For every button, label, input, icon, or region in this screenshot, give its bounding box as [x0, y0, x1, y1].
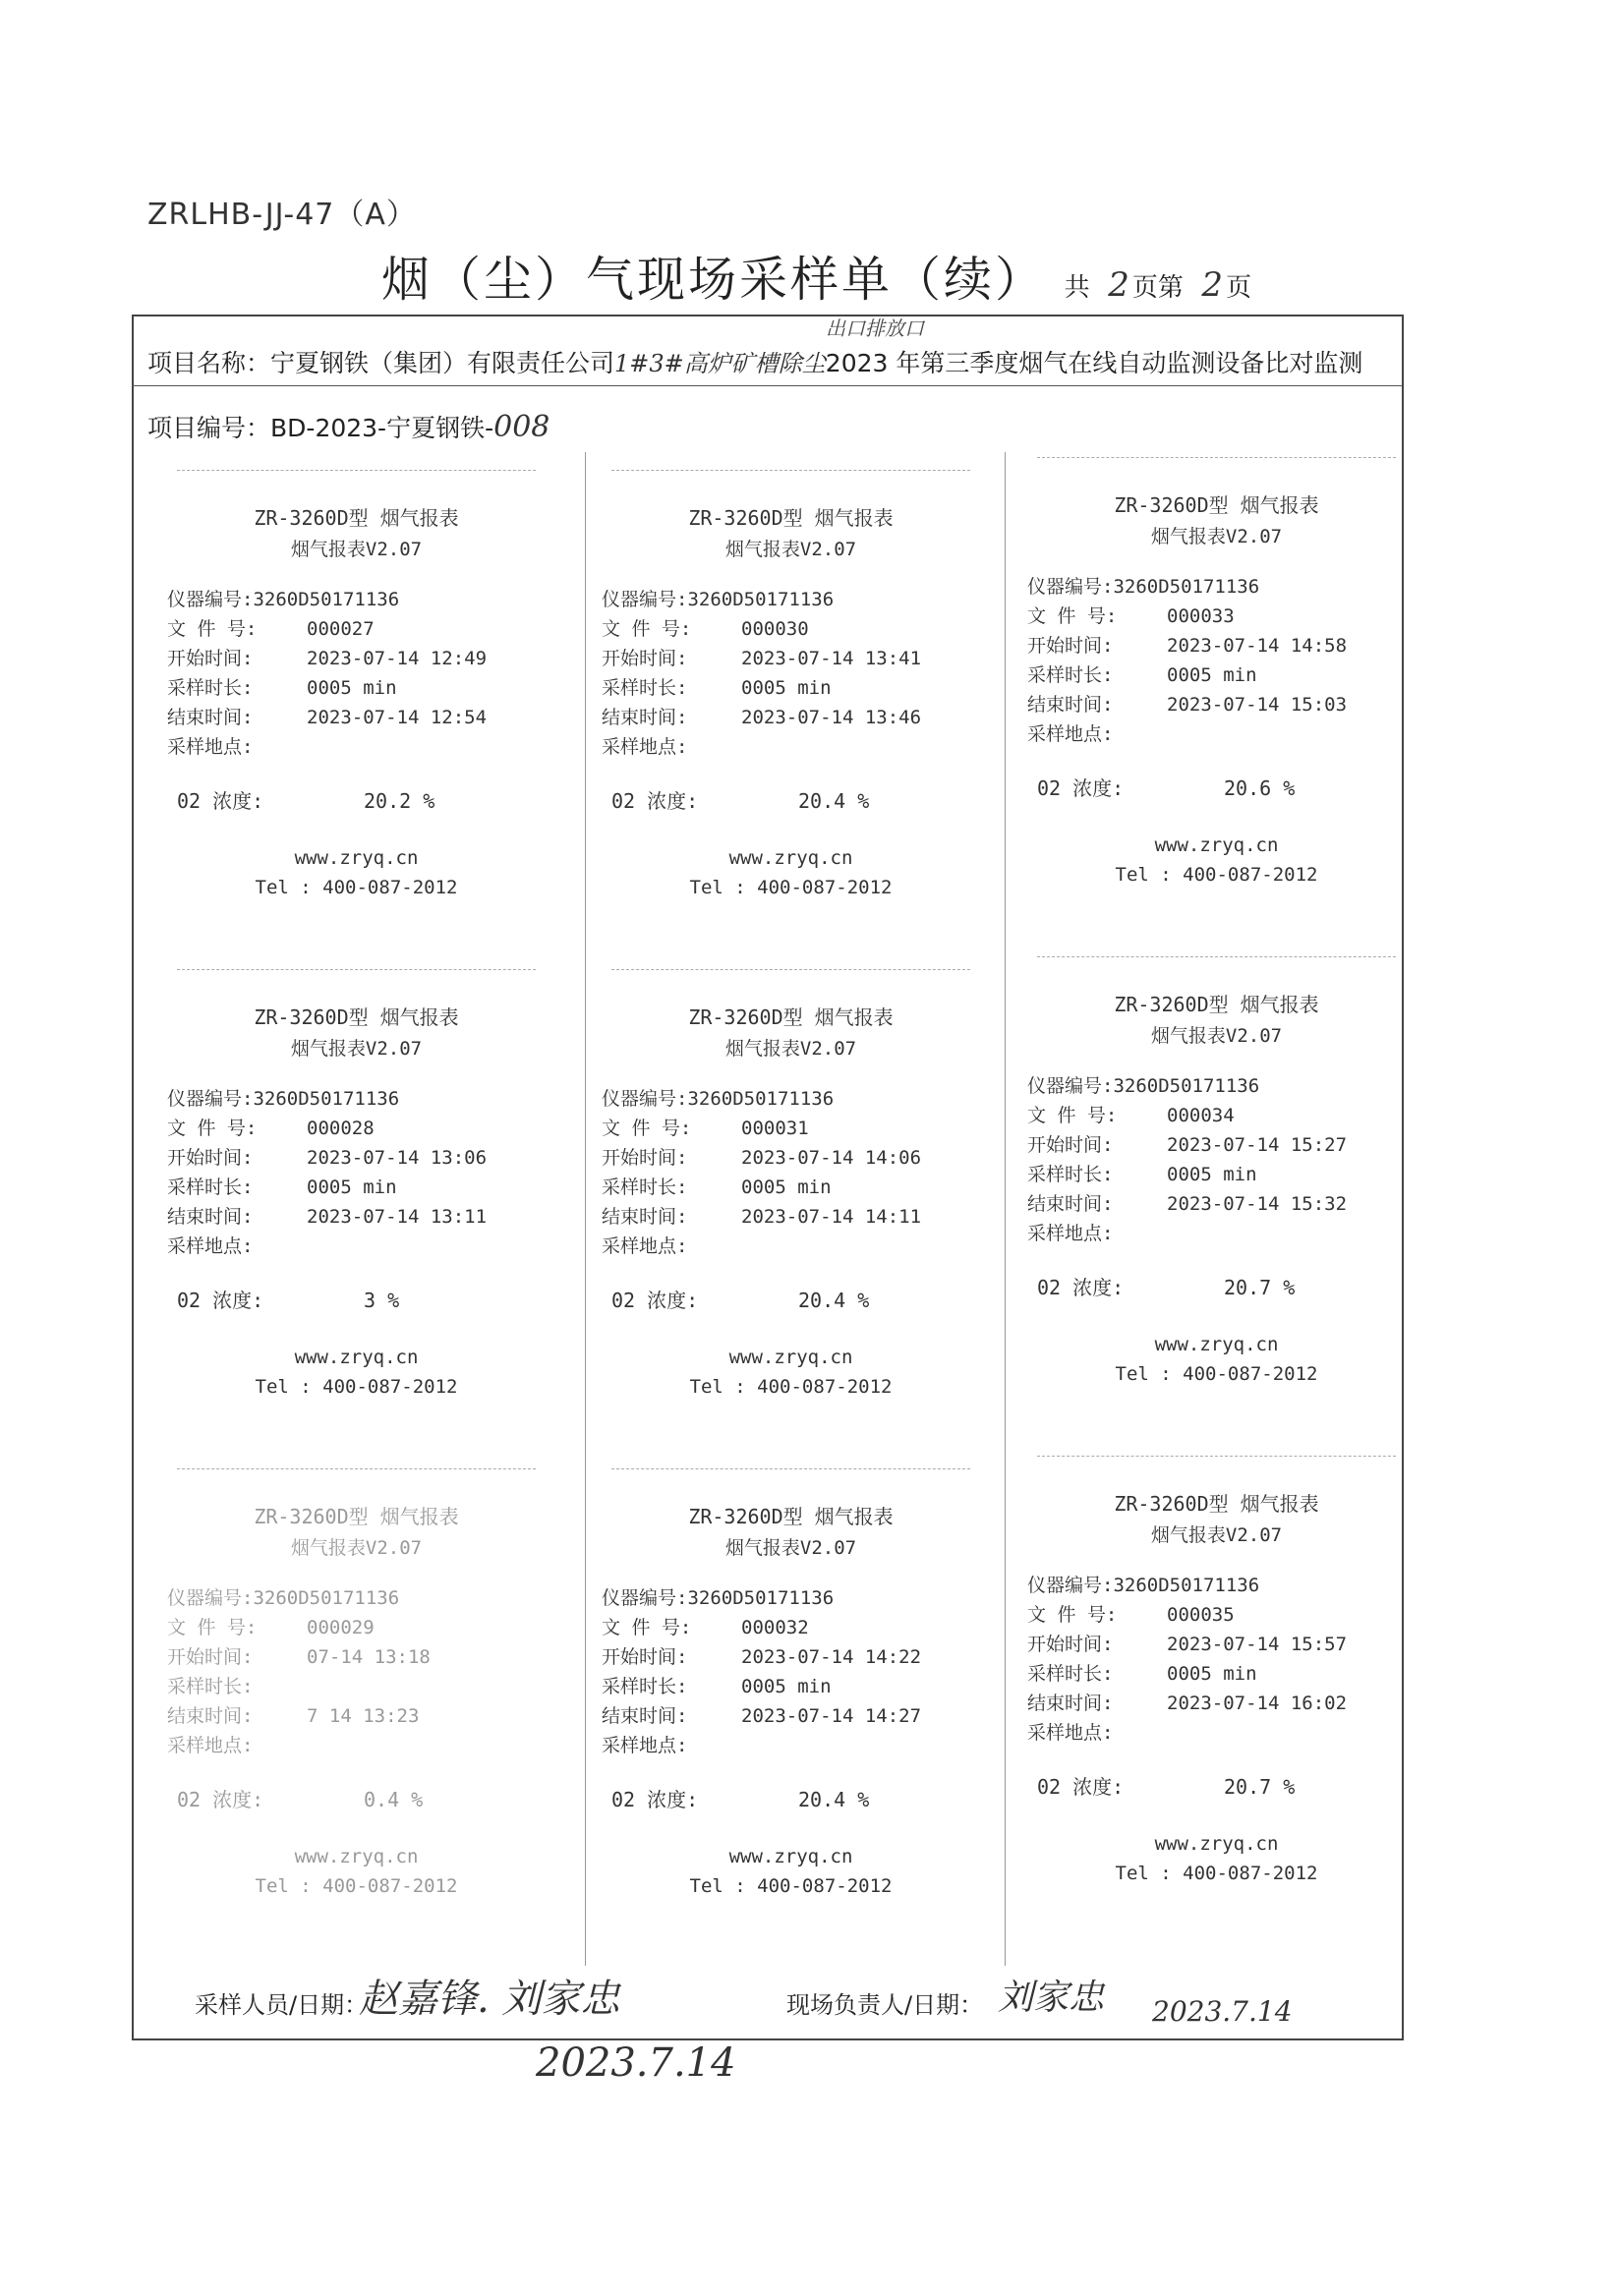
- receipt-file-label: 文 件 号:: [602, 618, 692, 640]
- project-code-row: [147, 409, 550, 444]
- receipt-duration-label: 采样时长:: [602, 677, 688, 699]
- receipt-instrument-row: [1027, 572, 1406, 602]
- receipt-start-row: [1027, 1130, 1406, 1160]
- responsible-label: 现场负责人/日期：: [786, 1991, 984, 2019]
- receipt-end-row: [602, 1202, 980, 1232]
- receipt-file-value: 000028: [307, 1118, 375, 1139]
- receipt-tear-line: [611, 969, 970, 984]
- receipt-website: www.zryq.cn: [294, 847, 419, 869]
- receipt-start-value: 2023-07-14 14:58: [1167, 635, 1348, 657]
- receipt-duration-row: [167, 1173, 546, 1202]
- receipt-file-value: 000034: [1167, 1105, 1235, 1126]
- receipt-site-row: [1027, 719, 1406, 749]
- receipt-o2-value: 20.7: [1224, 1775, 1272, 1799]
- receipt-file-label: 文 件 号:: [602, 1617, 692, 1638]
- receipt-site-row: [167, 1232, 546, 1261]
- receipt-start-row: [602, 644, 980, 673]
- receipt-instrument-value: 3260D50171136: [687, 1587, 835, 1609]
- receipt-tel: Tel : 400-087-2012: [689, 1376, 893, 1398]
- receipt-o2-label: 02 浓度:: [177, 789, 264, 813]
- receipt-start-label: 开始时间:: [602, 1147, 688, 1169]
- instrument-receipt: [1027, 956, 1406, 1389]
- receipt-instrument-row: [1027, 1571, 1406, 1600]
- receipt-o2-value: 20.4: [798, 789, 846, 813]
- receipt-file-row: [167, 1613, 546, 1642]
- receipt-duration-row: [1027, 1160, 1406, 1189]
- project-name-handwritten: 1#3#高炉矿槽除尘: [614, 350, 826, 377]
- receipt-duration-value: 0005 min: [1167, 664, 1257, 686]
- receipt-website: www.zryq.cn: [728, 1846, 853, 1867]
- receipt-website: www.zryq.cn: [728, 1347, 853, 1368]
- receipt-tear-line: [1037, 1456, 1396, 1470]
- receipt-site-row: [167, 732, 546, 762]
- receipt-file-value: 000029: [307, 1617, 375, 1638]
- receipt-instrument-row: [602, 585, 980, 614]
- receipt-version: 烟气报表V2.07: [724, 539, 857, 560]
- receipt-file-value: 000033: [1167, 605, 1235, 627]
- project-name-printed: 宁夏钢铁（集团）有限责任公司: [270, 349, 615, 377]
- receipt-start-label: 开始时间:: [602, 1646, 688, 1668]
- receipt-file-row: [1027, 602, 1406, 631]
- receipt-end-label: 结束时间:: [602, 1705, 688, 1727]
- receipt-file-label: 文 件 号:: [167, 618, 258, 640]
- receipt-end-row: [602, 1701, 980, 1731]
- document-title: [381, 242, 1251, 311]
- receipt-o2-row: [602, 1784, 980, 1812]
- receipt-end-label: 结束时间:: [602, 707, 688, 728]
- receipt-tel: Tel : 400-087-2012: [689, 877, 893, 898]
- instrument-receipt: [167, 969, 546, 1402]
- receipt-instrument-value: 3260D50171136: [253, 1088, 400, 1110]
- responsible-date: 2023.7.14: [1152, 1995, 1293, 2028]
- receipt-site-row: [167, 1731, 546, 1760]
- receipt-o2-value: 3: [364, 1289, 376, 1312]
- receipt-end-row: [1027, 1189, 1406, 1219]
- receipt-o2-row: [602, 1285, 980, 1313]
- receipt-duration-value: 0005 min: [1167, 1164, 1257, 1185]
- receipt-end-label: 结束时间:: [1027, 694, 1114, 716]
- receipt-model: ZR-3260D型 烟气报表: [1114, 1492, 1319, 1516]
- receipt-website: www.zryq.cn: [294, 1846, 419, 1867]
- receipt-site-label: 采样地点:: [1027, 1722, 1114, 1744]
- receipt-start-label: 开始时间:: [1027, 1134, 1114, 1156]
- receipt-o2-unit: %: [423, 789, 435, 813]
- receipt-model: ZR-3260D型 烟气报表: [254, 506, 459, 530]
- receipt-model: ZR-3260D型 烟气报表: [254, 1505, 459, 1528]
- title-total-prefix: 共: [1064, 273, 1090, 303]
- receipt-file-row: [1027, 1600, 1406, 1630]
- receipt-duration-label: 采样时长:: [167, 1177, 254, 1198]
- project-name-label: 项目名称：: [147, 349, 271, 377]
- sampler-signature: 赵嘉锋. 刘家忠: [359, 1977, 620, 2022]
- receipt-o2-value: 20.6: [1224, 776, 1272, 800]
- receipt-duration-label: 采样时长:: [1027, 1663, 1114, 1685]
- receipt-file-row: [1027, 1101, 1406, 1130]
- receipt-end-label: 结束时间:: [602, 1206, 688, 1228]
- instrument-receipt: [1027, 1456, 1406, 1888]
- receipt-model: ZR-3260D型 烟气报表: [688, 1005, 894, 1029]
- receipt-start-label: 开始时间:: [1027, 635, 1114, 657]
- receipt-start-label: 开始时间:: [602, 648, 688, 669]
- project-code-label: 项目编号：: [147, 414, 271, 442]
- receipt-site-label: 采样地点:: [167, 1735, 254, 1756]
- receipt-start-value: 2023-07-14 13:06: [307, 1147, 488, 1169]
- receipt-o2-label: 02 浓度:: [611, 1289, 699, 1312]
- responsible-signature: 刘家忠: [998, 1978, 1105, 2018]
- receipt-o2-value: 20.4: [798, 1289, 846, 1312]
- instrument-receipt: [602, 969, 980, 1402]
- receipt-model: ZR-3260D型 烟气报表: [1114, 993, 1319, 1016]
- receipt-site-label: 采样地点:: [167, 736, 254, 758]
- column-divider-1: [585, 452, 586, 1966]
- receipt-instrument-row: [167, 585, 546, 614]
- receipt-file-label: 文 件 号:: [1027, 605, 1118, 627]
- title-page-mid: 页第: [1131, 273, 1184, 303]
- receipt-end-value: 2023-07-14 16:02: [1167, 1693, 1348, 1714]
- receipt-end-row: [167, 703, 546, 732]
- receipt-file-label: 文 件 号:: [1027, 1604, 1118, 1626]
- receipt-instrument-row: [602, 1084, 980, 1114]
- receipt-site-label: 采样地点:: [1027, 1223, 1114, 1244]
- receipt-end-label: 结束时间:: [1027, 1193, 1114, 1215]
- receipt-tear-line: [611, 1468, 970, 1483]
- receipt-o2-label: 02 浓度:: [1037, 776, 1125, 800]
- receipt-start-value: 2023-07-14 12:49: [307, 648, 488, 669]
- receipt-start-row: [167, 1642, 546, 1672]
- receipt-instrument-label: 仪器编号:: [1027, 1575, 1114, 1596]
- title-page-suffix: 页: [1226, 273, 1252, 303]
- receipt-end-row: [602, 703, 980, 732]
- receipt-duration-label: 采样时长:: [1027, 664, 1114, 686]
- receipt-end-value: 2023-07-14 15:32: [1167, 1193, 1348, 1215]
- receipt-o2-label: 02 浓度:: [177, 1788, 264, 1811]
- receipt-start-value: 2023-07-14 14:06: [741, 1147, 922, 1169]
- receipt-o2-row: [167, 1784, 546, 1812]
- receipt-start-row: [602, 1143, 980, 1173]
- receipt-duration-label: 采样时长:: [167, 1676, 254, 1697]
- receipt-start-row: [167, 644, 546, 673]
- receipt-tear-line: [177, 470, 536, 485]
- receipt-website: www.zryq.cn: [728, 847, 853, 869]
- instrument-receipt: [1027, 457, 1406, 890]
- receipt-end-row: [167, 1202, 546, 1232]
- receipt-instrument-value: 3260D50171136: [253, 589, 400, 610]
- receipt-tear-line: [177, 1468, 536, 1483]
- receipt-start-label: 开始时间:: [167, 1147, 254, 1169]
- project-name-tail: 2023 年第三季度烟气在线自动监测设备比对监测: [825, 349, 1363, 377]
- receipt-start-value: 2023-07-14 14:22: [741, 1646, 922, 1668]
- receipt-file-row: [167, 1114, 546, 1143]
- receipt-file-label: 文 件 号:: [167, 1118, 258, 1139]
- receipt-o2-label: 02 浓度:: [611, 1788, 699, 1811]
- receipt-instrument-value: 3260D50171136: [687, 1088, 835, 1110]
- receipt-end-label: 结束时间:: [1027, 1693, 1114, 1714]
- receipt-end-value: 2023-07-14 13:11: [307, 1206, 488, 1228]
- receipt-site-row: [602, 1232, 980, 1261]
- receipt-o2-unit: %: [1283, 1276, 1296, 1299]
- receipt-website: www.zryq.cn: [294, 1347, 419, 1368]
- receipt-instrument-label: 仪器编号:: [167, 1088, 254, 1110]
- column-divider-2: [1005, 452, 1006, 1966]
- receipt-instrument-label: 仪器编号:: [602, 589, 688, 610]
- receipt-end-label: 结束时间:: [167, 1705, 254, 1727]
- receipt-site-label: 采样地点:: [1027, 723, 1114, 745]
- receipt-end-row: [167, 1701, 546, 1731]
- receipt-end-label: 结束时间:: [167, 707, 254, 728]
- receipt-instrument-row: [167, 1084, 546, 1114]
- receipt-duration-value: 0005 min: [741, 1676, 832, 1697]
- receipt-start-label: 开始时间:: [167, 648, 254, 669]
- receipt-duration-value: 0005 min: [307, 677, 397, 699]
- receipt-instrument-value: 3260D50171136: [1113, 1575, 1260, 1596]
- receipt-tel: Tel : 400-087-2012: [689, 1875, 893, 1897]
- receipt-file-row: [167, 614, 546, 644]
- receipt-duration-row: [1027, 660, 1406, 690]
- receipt-instrument-label: 仪器编号:: [167, 589, 254, 610]
- instrument-receipt: [602, 470, 980, 902]
- receipt-version: 烟气报表V2.07: [1150, 1025, 1283, 1047]
- receipt-end-row: [1027, 1689, 1406, 1718]
- receipt-site-row: [1027, 1219, 1406, 1248]
- project-name-row: [147, 316, 1363, 379]
- receipt-o2-row: [1027, 773, 1406, 801]
- receipt-end-value: 2023-07-14 13:46: [741, 707, 922, 728]
- receipt-site-label: 采样地点:: [602, 736, 688, 758]
- receipt-site-label: 采样地点:: [602, 1735, 688, 1756]
- receipt-start-value: 07-14 13:18: [307, 1646, 431, 1668]
- receipt-file-value: 000032: [741, 1617, 809, 1638]
- receipt-version: 烟气报表V2.07: [724, 1537, 857, 1559]
- receipt-o2-label: 02 浓度:: [1037, 1775, 1125, 1799]
- receipt-instrument-row: [1027, 1071, 1406, 1101]
- receipt-start-value: 2023-07-14 13:41: [741, 648, 922, 669]
- receipt-end-value: 2023-07-14 14:27: [741, 1705, 922, 1727]
- receipt-duration-label: 采样时长:: [602, 1177, 688, 1198]
- receipt-start-row: [1027, 1630, 1406, 1659]
- receipt-o2-row: [1027, 1771, 1406, 1800]
- receipt-tel: Tel : 400-087-2012: [1115, 1363, 1318, 1385]
- project-code-handwritten: 008: [493, 410, 550, 444]
- receipt-version: 烟气报表V2.07: [290, 1537, 423, 1559]
- receipt-instrument-label: 仪器编号:: [602, 1088, 688, 1110]
- receipt-model: ZR-3260D型 烟气报表: [1114, 493, 1319, 517]
- receipt-website: www.zryq.cn: [1154, 1334, 1279, 1355]
- receipt-start-value: 2023-07-14 15:27: [1167, 1134, 1348, 1156]
- instrument-receipt: [602, 1468, 980, 1901]
- instrument-receipt: [167, 1468, 546, 1901]
- sampler-label: 采样人员/日期：: [195, 1991, 369, 2019]
- receipt-file-value: 000031: [741, 1118, 809, 1139]
- receipt-version: 烟气报表V2.07: [1150, 1524, 1283, 1546]
- receipt-o2-value: 0.4: [364, 1788, 400, 1811]
- receipt-file-row: [602, 1613, 980, 1642]
- receipt-o2-row: [1027, 1272, 1406, 1300]
- receipt-site-label: 采样地点:: [602, 1235, 688, 1257]
- receipt-website: www.zryq.cn: [1154, 834, 1279, 856]
- receipt-start-value: 2023-07-14 15:57: [1167, 1634, 1348, 1655]
- receipt-o2-row: [167, 1285, 546, 1313]
- receipt-tel: Tel : 400-087-2012: [1115, 1863, 1318, 1884]
- receipt-o2-row: [167, 785, 546, 814]
- receipt-model: ZR-3260D型 烟气报表: [254, 1005, 459, 1029]
- receipt-version: 烟气报表V2.07: [724, 1038, 857, 1060]
- receipt-tel: Tel : 400-087-2012: [255, 1376, 458, 1398]
- receipt-tel: Tel : 400-087-2012: [255, 877, 458, 898]
- receipt-duration-value: 0005 min: [741, 1177, 832, 1198]
- receipt-o2-unit: %: [857, 789, 870, 813]
- receipt-instrument-label: 仪器编号:: [602, 1587, 688, 1609]
- receipt-file-row: [602, 1114, 980, 1143]
- receipt-o2-unit: %: [857, 1788, 870, 1811]
- receipt-file-label: 文 件 号:: [167, 1617, 258, 1638]
- receipt-end-value: 2023-07-14 12:54: [307, 707, 488, 728]
- receipt-site-row: [602, 1731, 980, 1760]
- sampler-date: 2023.7.14: [536, 2040, 736, 2086]
- receipt-tel: Tel : 400-087-2012: [255, 1875, 458, 1897]
- receipt-instrument-value: 3260D50171136: [253, 1587, 400, 1609]
- receipt-tear-line: [1037, 956, 1396, 971]
- receipt-site-row: [1027, 1718, 1406, 1748]
- receipt-file-value: 000027: [307, 618, 375, 640]
- receipt-duration-value: 0005 min: [741, 677, 832, 699]
- receipt-duration-row: [1027, 1659, 1406, 1689]
- receipt-duration-label: 采样时长:: [1027, 1164, 1114, 1185]
- title-main: 烟（尘）气现场采样单（续）: [381, 252, 1047, 308]
- receipt-o2-value: 20.2: [364, 789, 412, 813]
- receipt-instrument-value: 3260D50171136: [687, 589, 835, 610]
- receipt-version: 烟气报表V2.07: [290, 539, 423, 560]
- receipt-end-label: 结束时间:: [167, 1206, 254, 1228]
- receipt-version: 烟气报表V2.07: [1150, 526, 1283, 547]
- receipt-site-label: 采样地点:: [167, 1235, 254, 1257]
- receipt-o2-row: [602, 785, 980, 814]
- title-page-number: 2: [1201, 265, 1227, 305]
- receipt-instrument-label: 仪器编号:: [1027, 576, 1114, 598]
- receipt-instrument-label: 仪器编号:: [167, 1587, 254, 1609]
- form-code: ZRLHB-JJ-47（A）: [147, 198, 417, 232]
- receipt-end-value: 2023-07-14 14:11: [741, 1206, 922, 1228]
- instrument-receipt: [167, 470, 546, 902]
- receipt-duration-label: 采样时长:: [167, 677, 254, 699]
- receipt-o2-label: 02 浓度:: [1037, 1276, 1125, 1299]
- receipt-instrument-row: [602, 1583, 980, 1613]
- receipt-site-row: [602, 732, 980, 762]
- receipt-duration-row: [602, 673, 980, 703]
- receipt-end-value: 2023-07-14 15:03: [1167, 694, 1348, 716]
- receipt-duration-row: [602, 1672, 980, 1701]
- receipt-duration-value: 0005 min: [307, 1177, 397, 1198]
- receipt-version: 烟气报表V2.07: [290, 1038, 423, 1060]
- receipt-instrument-value: 3260D50171136: [1113, 1075, 1260, 1097]
- receipt-instrument-label: 仪器编号:: [1027, 1075, 1114, 1097]
- project-code-printed: BD-2023-宁夏钢铁-: [270, 414, 494, 442]
- receipt-model: ZR-3260D型 烟气报表: [688, 1505, 894, 1528]
- receipt-o2-value: 20.7: [1224, 1276, 1272, 1299]
- header-divider: [132, 385, 1402, 386]
- receipt-file-label: 文 件 号:: [602, 1118, 692, 1139]
- receipt-start-label: 开始时间:: [167, 1646, 254, 1668]
- receipt-o2-unit: %: [411, 1788, 424, 1811]
- receipt-o2-unit: %: [387, 1289, 400, 1312]
- receipt-file-label: 文 件 号:: [1027, 1105, 1118, 1126]
- receipt-file-value: 000035: [1167, 1604, 1235, 1626]
- receipt-o2-unit: %: [1283, 1775, 1296, 1799]
- receipt-tear-line: [611, 470, 970, 485]
- receipt-o2-unit: %: [1283, 776, 1296, 800]
- receipt-website: www.zryq.cn: [1154, 1833, 1279, 1855]
- receipt-o2-value: 20.4: [798, 1788, 846, 1811]
- receipt-start-label: 开始时间:: [1027, 1634, 1114, 1655]
- receipt-end-value: 7 14 13:23: [307, 1705, 420, 1727]
- receipt-end-row: [1027, 690, 1406, 719]
- receipt-duration-label: 采样时长:: [602, 1676, 688, 1697]
- receipt-o2-unit: %: [857, 1289, 870, 1312]
- receipt-o2-label: 02 浓度:: [177, 1289, 264, 1312]
- receipt-tear-line: [1037, 457, 1396, 472]
- receipt-start-row: [602, 1642, 980, 1672]
- receipt-duration-row: [167, 1672, 546, 1701]
- receipt-file-row: [602, 614, 980, 644]
- receipt-start-row: [1027, 631, 1406, 660]
- receipt-o2-label: 02 浓度:: [611, 789, 699, 813]
- receipt-duration-row: [167, 673, 546, 703]
- receipt-tear-line: [177, 969, 536, 984]
- receipt-instrument-row: [167, 1583, 546, 1613]
- receipt-model: ZR-3260D型 烟气报表: [688, 506, 894, 530]
- receipt-duration-row: [602, 1173, 980, 1202]
- receipt-start-row: [167, 1143, 546, 1173]
- receipt-tel: Tel : 400-087-2012: [1115, 864, 1318, 886]
- receipt-instrument-value: 3260D50171136: [1113, 576, 1260, 598]
- receipt-file-value: 000030: [741, 618, 809, 640]
- receipt-duration-value: 0005 min: [1167, 1663, 1257, 1685]
- title-total-pages: 2: [1108, 265, 1132, 305]
- project-name-handwritten-above: 出口排放口: [826, 316, 924, 340]
